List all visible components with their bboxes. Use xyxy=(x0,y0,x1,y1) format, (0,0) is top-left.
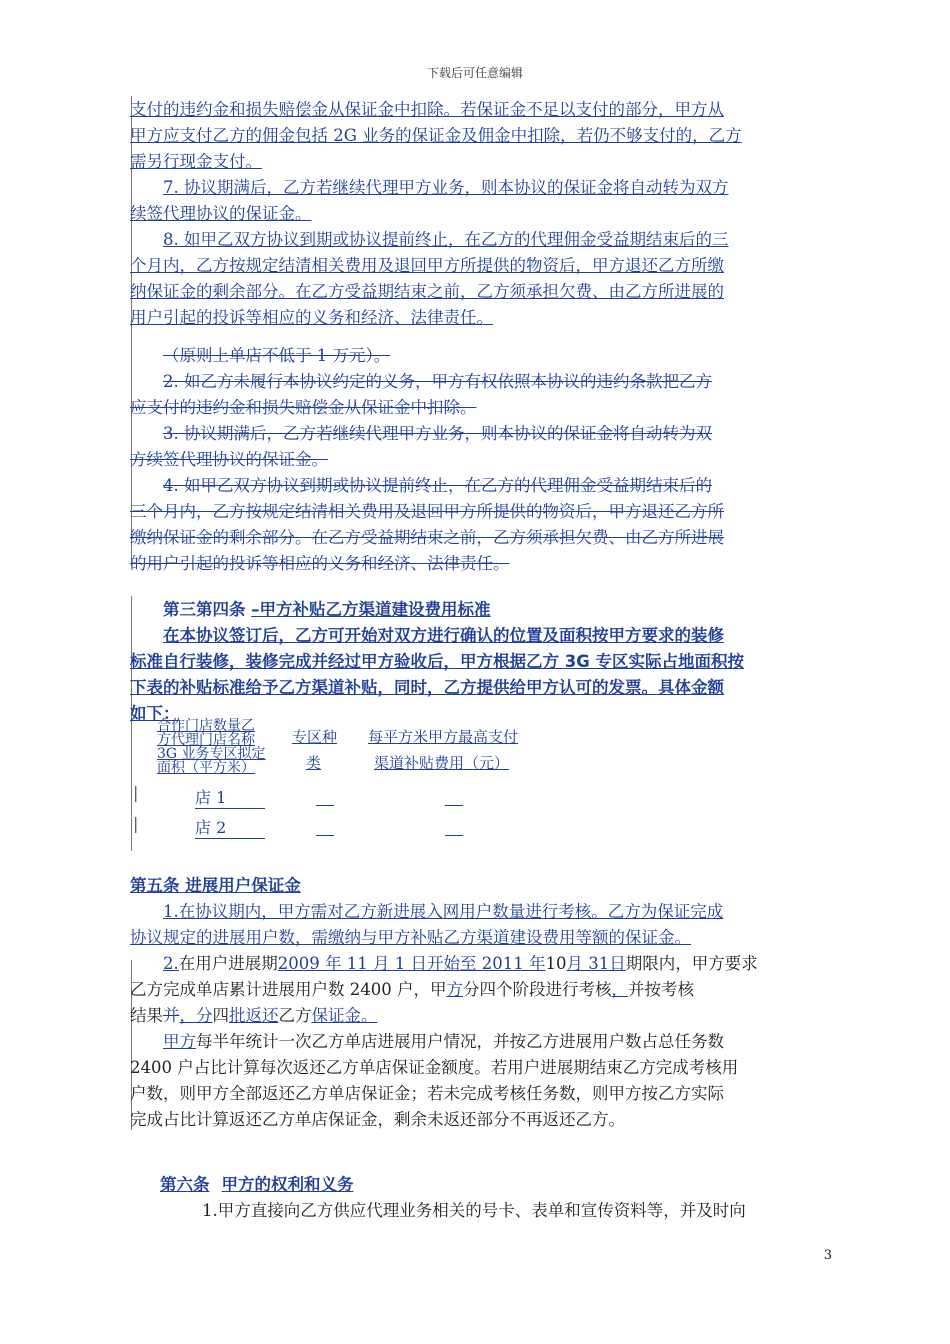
text-span: 每半年统计一次乙方单店进展用户情况，并按乙方进展用户数占总任务数 xyxy=(196,1032,724,1051)
text-span: 乙方完成单店累计进展用户数 2400 户，甲 xyxy=(130,980,447,999)
section-5-title xyxy=(130,873,830,899)
table-header-line: 专区种 xyxy=(292,728,338,746)
text-span: 续签代理协议的保证金。 xyxy=(130,204,312,223)
text-line: 缴纳保证金的剩余部分。在乙方受益期结束之前，乙方须承担欠费、由乙方所进展 xyxy=(130,528,724,547)
table-header-line: 方代理门店名称 xyxy=(157,732,255,748)
section-5 xyxy=(130,873,830,1133)
text-line: 甲方应支付乙方的佣金包括 2G 业务的保证金及佣金中扣除，若仍不够支付的，乙方 xyxy=(130,126,742,145)
table-row-store: 店 2 xyxy=(195,815,265,839)
table-header-store xyxy=(157,719,266,775)
text-span: 在用户进展期 xyxy=(178,954,278,973)
text-span: 结果 xyxy=(130,1006,163,1025)
text-span: 如下： xyxy=(130,704,180,723)
inserted-clauses-block xyxy=(130,97,830,331)
table-header-line: 类 xyxy=(306,754,322,772)
text-span: 保证金 xyxy=(311,1006,361,1025)
text-line xyxy=(130,343,830,369)
table-header-line: 面积（平方米） xyxy=(157,760,255,776)
text-span: 分四个阶段进行考核 xyxy=(462,980,612,999)
text-line: 完成占比计算返还乙方单店保证金，剩余未返还部分不再返还乙方。 xyxy=(130,1110,625,1129)
text-line xyxy=(130,551,830,577)
text-line: 2. 如乙方未履行本协议约定的义务，甲方有权依照本协议的违约条款把乙方 xyxy=(163,372,712,391)
table-cell-empty xyxy=(445,785,463,806)
text-line: 7. 协议期满后，乙方若继续代理甲方业务，则本协议的保证金将自动转为双方 xyxy=(163,178,729,197)
text-span: 。 xyxy=(361,1006,378,1025)
section-6 xyxy=(130,1172,830,1224)
text-span: 的用户引起的投诉等相应的义务和经济、法律责任。 xyxy=(130,554,510,573)
table-header-line: 合作门店数量乙 xyxy=(157,718,255,734)
table-header-line: 3G 业务专区拟定 xyxy=(157,746,266,762)
text-span: 需另行现金支付。 xyxy=(130,152,262,171)
table-header-line: 渠道补贴费用（元） xyxy=(374,754,510,772)
text-line xyxy=(130,201,830,227)
text-span: 2009 年 11 月 1 日开始至 2011 年 xyxy=(277,954,546,973)
text-line xyxy=(130,447,830,473)
table-header-subsidy xyxy=(368,724,518,776)
text-line: 个月内，乙方按规定结清相关费用及退回甲方所提供的物资后，甲方退还乙方所缴 xyxy=(130,256,724,275)
title-text: 第六条 xyxy=(160,1175,210,1194)
title-text: 甲方的权利和义务 xyxy=(221,1175,354,1194)
deleted-clauses-block xyxy=(130,343,830,577)
text-line: 纳保证金的剩余部分。在乙方受益期结束之前，乙方须承担欠费、由乙方所进展的 xyxy=(130,282,724,301)
text-span: 用户引起的投诉等相应的义务和经济、法律责任。 xyxy=(130,308,493,327)
title-rest: –甲方补贴乙方渠道建设费用标准 xyxy=(251,600,491,619)
text-line xyxy=(130,395,830,421)
section-6-title xyxy=(130,1172,830,1198)
text-line: 标准自行装修，装修完成并经过甲方验收后，甲方根据乙方 3G 专区实际占地面积按 xyxy=(130,652,745,671)
text-line xyxy=(130,951,830,977)
text-span: 应支付的违约金和损失赔偿金从保证金中扣除。 xyxy=(130,398,477,417)
text-line: 户数，则甲方全部返还乙方单店保证金；若未完成考核任务数，则甲方按乙方实际 xyxy=(130,1084,724,1103)
text-line xyxy=(130,925,830,951)
table-cell-empty xyxy=(316,785,334,806)
section-3-title xyxy=(130,597,830,623)
text-line: 2400 户占比计算每次返还乙方单店保证金额度。若用户进展期结束乙方完成考核用 xyxy=(130,1058,739,1077)
table-header-zone-type xyxy=(292,724,337,776)
text-span: 方续签代理协议的保证金。 xyxy=(130,450,328,469)
text-span: 月 31 xyxy=(566,954,610,973)
text-line: 1.甲方直接向乙方供应代理业务相关的号卡、表单和宣传资料等，并及时向 xyxy=(202,1201,746,1220)
table-cell-empty xyxy=(445,815,463,836)
text-span: 乙方 xyxy=(278,1006,312,1025)
text-line xyxy=(130,1003,830,1029)
page-header-note: 下载后可任意编辑 xyxy=(426,66,523,80)
text-line xyxy=(130,305,830,331)
text-line: 1.在协议期内，甲方需对乙方新进展入网用户数量进行考核。乙方为保证完成 xyxy=(163,902,724,921)
text-span: 方 xyxy=(446,980,463,999)
text-span: 日 xyxy=(609,954,626,973)
text-span: 四 xyxy=(212,1006,229,1025)
table-header-line: 每平方米甲方最高支付 xyxy=(368,728,519,746)
table-row-marker: | xyxy=(133,814,139,833)
text-line: 8. 如甲乙双方协议到期或协议提前终止，在乙方的代理佣金受益期结束后的三 xyxy=(163,230,729,249)
text-span: 10 xyxy=(545,954,567,973)
text-span: 批返还 xyxy=(229,1006,279,1025)
text-line: 在本协议签订后，乙方可开始对双方进行确认的位置及面积按甲方要求的装修 xyxy=(163,626,724,645)
text-span: 并按考核 xyxy=(627,980,694,999)
text-span: 甲方 xyxy=(163,1032,196,1051)
text-span: ， xyxy=(611,980,628,999)
text-line: 三个月内，乙方按规定结清相关费用及退回甲方所提供的物资后，甲方退还乙方所 xyxy=(130,502,724,521)
text-span: 期限内，甲方要求 xyxy=(625,954,758,973)
text-span: 协议规定的进展用户数，需缴纳与甲方补贴乙方渠道建设费用等额的保证金。 xyxy=(130,928,691,947)
text-span: 2. xyxy=(163,954,179,973)
text-line: 4. 如甲乙双方协议到期或协议提前终止，在乙方的代理佣金受益期结束后的 xyxy=(163,476,712,495)
text-line: 3. 协议期满后，乙方若继续代理甲方业务，则本协议的保证金将自动转为双 xyxy=(163,424,712,443)
text-line xyxy=(130,1029,830,1055)
table-cell-empty xyxy=(316,815,334,836)
text-line xyxy=(130,149,830,175)
section-3 xyxy=(130,597,830,727)
page-number: 3 xyxy=(823,1248,832,1263)
text-span: 并 xyxy=(163,1006,180,1025)
table-row-marker: | xyxy=(133,783,139,802)
table-row-store: 店 1 xyxy=(195,785,265,809)
text-line xyxy=(130,977,830,1003)
text-span: （原则上单店不低于 1 万元）。 xyxy=(163,346,391,365)
text-line: 下表的补贴标准给予乙方渠道补贴，同时，乙方提供给甲方认可的发票。具体金额 xyxy=(130,678,724,697)
title-text: 第五条 进展用户保证金 xyxy=(130,876,301,895)
text-span: ，分 xyxy=(179,1006,213,1025)
text-line: 支付的违约金和损失赔偿金从保证金中扣除。若保证金不足以支付的部分，甲方从 xyxy=(130,100,724,119)
title-prefix: 第三第四条 xyxy=(163,600,252,619)
